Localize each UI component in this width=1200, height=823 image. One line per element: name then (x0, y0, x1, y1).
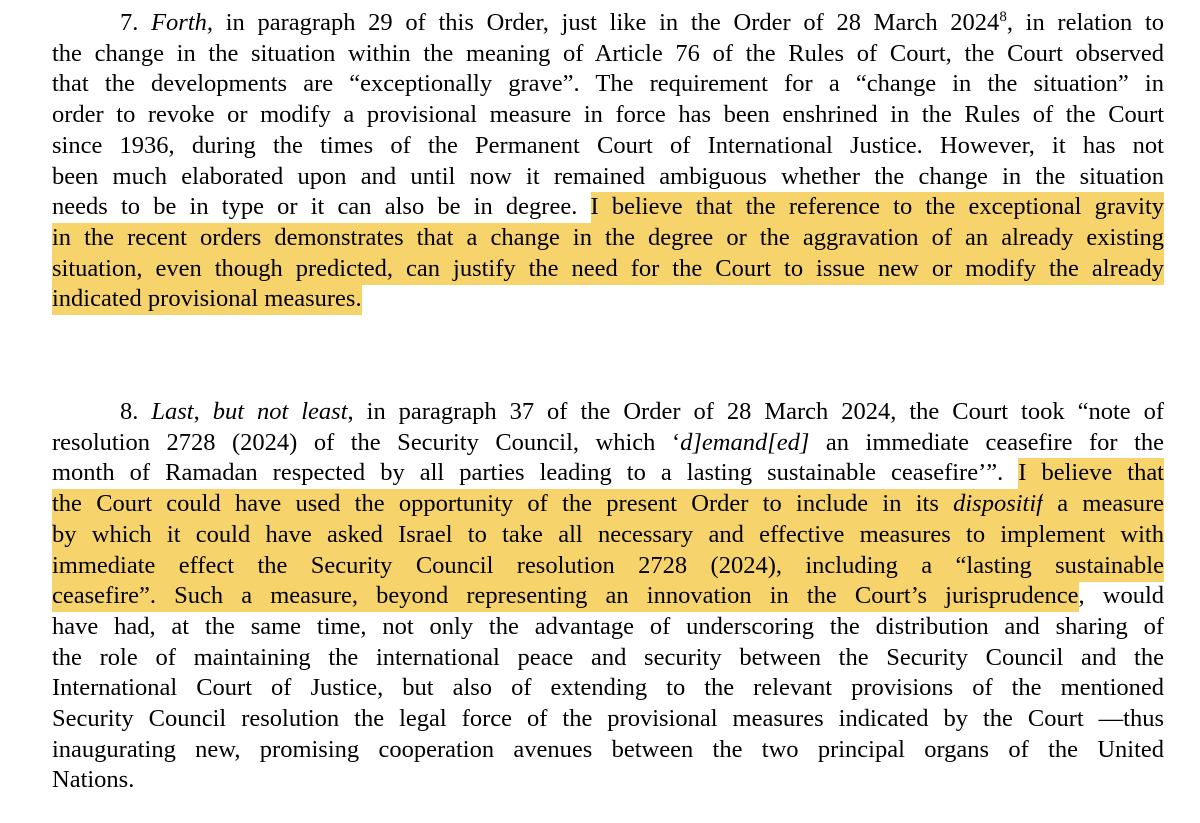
text-line (52, 223, 1164, 253)
text-line (120, 8, 1164, 38)
text-line (52, 69, 1164, 99)
text-line (52, 100, 1164, 130)
italic-text: Forth, (151, 9, 214, 36)
italic-text: Last (151, 398, 194, 425)
highlighted-text: I believe that the reference to the exceptional gravity (591, 192, 1164, 223)
text-line (52, 765, 1164, 795)
text-line (52, 39, 1164, 69)
text-run: 7. (120, 9, 152, 36)
text-run: order to revoke or modify a provisional measure in force has been enshrined in the Rules of the Court (52, 101, 1164, 129)
text-line (52, 735, 1164, 765)
text-run: have had, at the same time, not only the advantage of underscoring the distribution and sharing of (52, 612, 1164, 640)
text-run: , (193, 398, 213, 425)
text-run: , in relation to (1006, 9, 1164, 36)
text-line (52, 162, 1164, 192)
text-line (52, 254, 1164, 284)
text-run: needs to be in type or it can also be in degree. (52, 193, 591, 221)
text-run: the role of maintaining the international peace and security between the Security Council and the (52, 643, 1164, 671)
text-line (52, 192, 1164, 222)
highlighted-text: the Court could have used the opportunity of the present Order to include in its (52, 489, 953, 520)
text-line (52, 458, 1164, 488)
highlighted-text: immediate effect the Security Council resolution 2728 (2024), including a “lasting sustainable (52, 551, 1164, 582)
text-run: been much elaborated upon and until now it remained ambiguous whether the change in the situation (52, 162, 1164, 190)
text-run: inaugurating new, promising cooperation avenues between the two principal organs of the United (52, 735, 1164, 763)
text-run: , in paragraph 37 of the Order of 28 March 2024, the Court took “note of (347, 398, 1165, 425)
text-run: 8. (120, 398, 152, 425)
highlighted-text: situation, even though predicted, can justify the need for the Court to issue new or modify the already (52, 254, 1164, 285)
text-line (52, 612, 1164, 642)
highlighted-text: I believe that (1018, 458, 1164, 489)
text-run: resolution 2728 (2024) of the Security Council, which ‘ (52, 428, 681, 456)
text-line (52, 284, 1164, 314)
highlighted-italic-text: dispositif (953, 489, 1043, 520)
text-line (52, 131, 1164, 161)
text-run: in paragraph 29 of this Order, just like in the Order of 28 March 2024 (213, 9, 1000, 36)
footnote-reference: 8 (999, 9, 1007, 25)
text-run: that the developments are “exceptionally grave”. The requirement for a “change in the situation” in (52, 70, 1164, 98)
italic-text: but not least (212, 398, 348, 425)
text-run: Security Council resolution the legal force of the provisional measures indicated by the Court —thus (52, 705, 1164, 732)
text-line (52, 489, 1164, 519)
text-line (52, 428, 1164, 458)
text-run: since 1936, during the times of the Permanent Court of International Justice. However, it has not (52, 131, 1164, 159)
text-line (52, 704, 1164, 734)
text-line (120, 397, 1164, 427)
highlighted-text: ceasefire”. Such a measure, beyond representing an innovation in the Court’s jurisprudence (52, 581, 1079, 612)
text-run: , would (1078, 582, 1165, 610)
highlighted-text: a measure (1043, 489, 1164, 520)
highlighted-text: in the recent orders demonstrates that a change in the degree or the aggravation of an already existing (52, 223, 1164, 254)
text-line (52, 581, 1164, 611)
text-run: an immediate ceasefire for the (809, 428, 1165, 456)
text-line (52, 673, 1164, 703)
text-run: International Court of Justice, but also of extending to the relevant provisions of the mentioned (52, 674, 1164, 702)
text-line (52, 643, 1164, 673)
text-run: the change in the situation within the meaning of Article 76 of the Rules of Court, the Court observed (52, 39, 1164, 67)
highlighted-text: indicated provisional measures. (52, 284, 362, 315)
highlighted-text: by which it could have asked Israel to take all necessary and effective measures to implement with (52, 520, 1164, 551)
text-run: Nations. (52, 766, 135, 794)
text-line (52, 551, 1164, 581)
text-run: month of Ramadan respected by all parties leading to a lasting sustainable ceasefire’”. (52, 459, 1019, 487)
italic-text: d]emand[ed] (680, 428, 810, 456)
text-line (52, 520, 1164, 550)
